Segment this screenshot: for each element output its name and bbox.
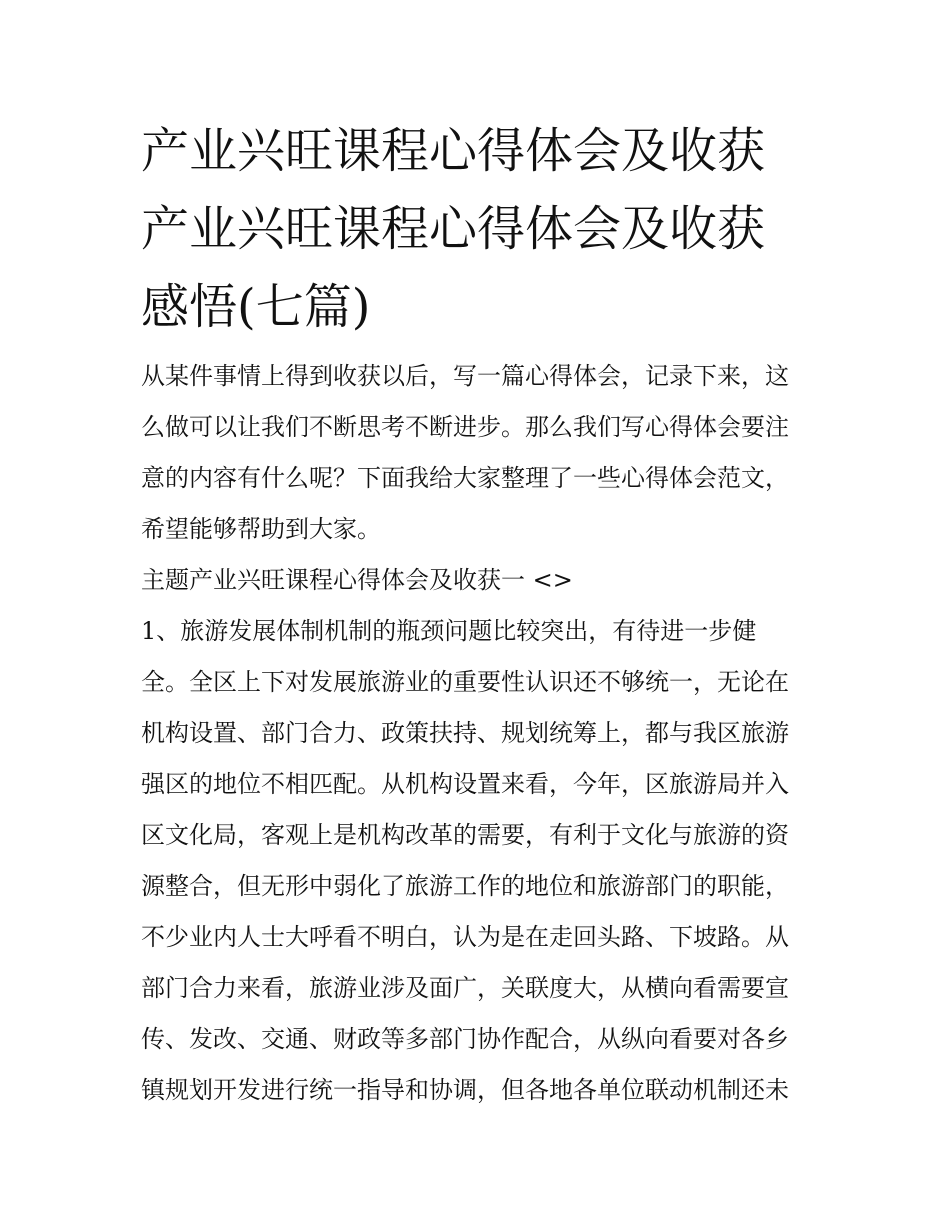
paragraph-line: 全。全区上下对发展旅游业的重要性认识还不够统一，无论在 [141, 668, 789, 696]
paragraph-line: 1、旅游发展体制机制的瓶颈问题比较突出，有待进一步健 [141, 617, 757, 645]
title-line: 产业兴旺课程心得体会及收获 [141, 201, 766, 257]
paragraph-line: 传、发改、交通、财政等多部门协作配合，从纵向看要对各乡 [141, 1025, 789, 1053]
paragraph-line: 不少业内人士大呼看不明白，认为是在走回头路、下坡路。从 [141, 923, 789, 951]
document-title [141, 112, 813, 346]
intro-line: 意的内容有什么呢？下面我给大家整理了一些心得体会范文， [141, 464, 789, 492]
paragraph-line: 部门合力来看，旅游业涉及面广，关联度大，从横向看需要宣 [141, 974, 789, 1002]
intro-line: 么做可以让我们不断思考不断进步。那么我们写心得体会要注 [141, 413, 789, 441]
paragraph-line: 机构设置、部门合力、政策扶持、规划统筹上，都与我区旅游 [141, 719, 789, 747]
document-page [141, 112, 813, 1116]
intro-line: 希望能够帮助到大家。 [141, 515, 381, 543]
title-line: 产业兴旺课程心得体会及收获 [141, 123, 766, 179]
intro-paragraph [141, 351, 813, 555]
paragraph-line: 强区的地位不相匹配。从机构设置来看，今年，区旅游局并入 [141, 770, 789, 798]
body-paragraph [141, 606, 813, 1116]
intro-line: 从某件事情上得到收获以后，写一篇心得体会，记录下来，这 [141, 362, 789, 390]
title-line: 感悟(七篇) [141, 279, 371, 335]
paragraph-line: 区文化局，客观上是机构改革的需要，有利于文化与旅游的资 [141, 821, 789, 849]
paragraph-line: 镇规划开发进行统一指导和协调，但各地各单位联动机制还未 [141, 1076, 789, 1104]
section-heading [141, 555, 813, 606]
paragraph-line: 源整合，但无形中弱化了旅游工作的地位和旅游部门的职能， [141, 872, 789, 900]
section-heading-text: 主题产业兴旺课程心得体会及收获一 <> [141, 566, 573, 594]
